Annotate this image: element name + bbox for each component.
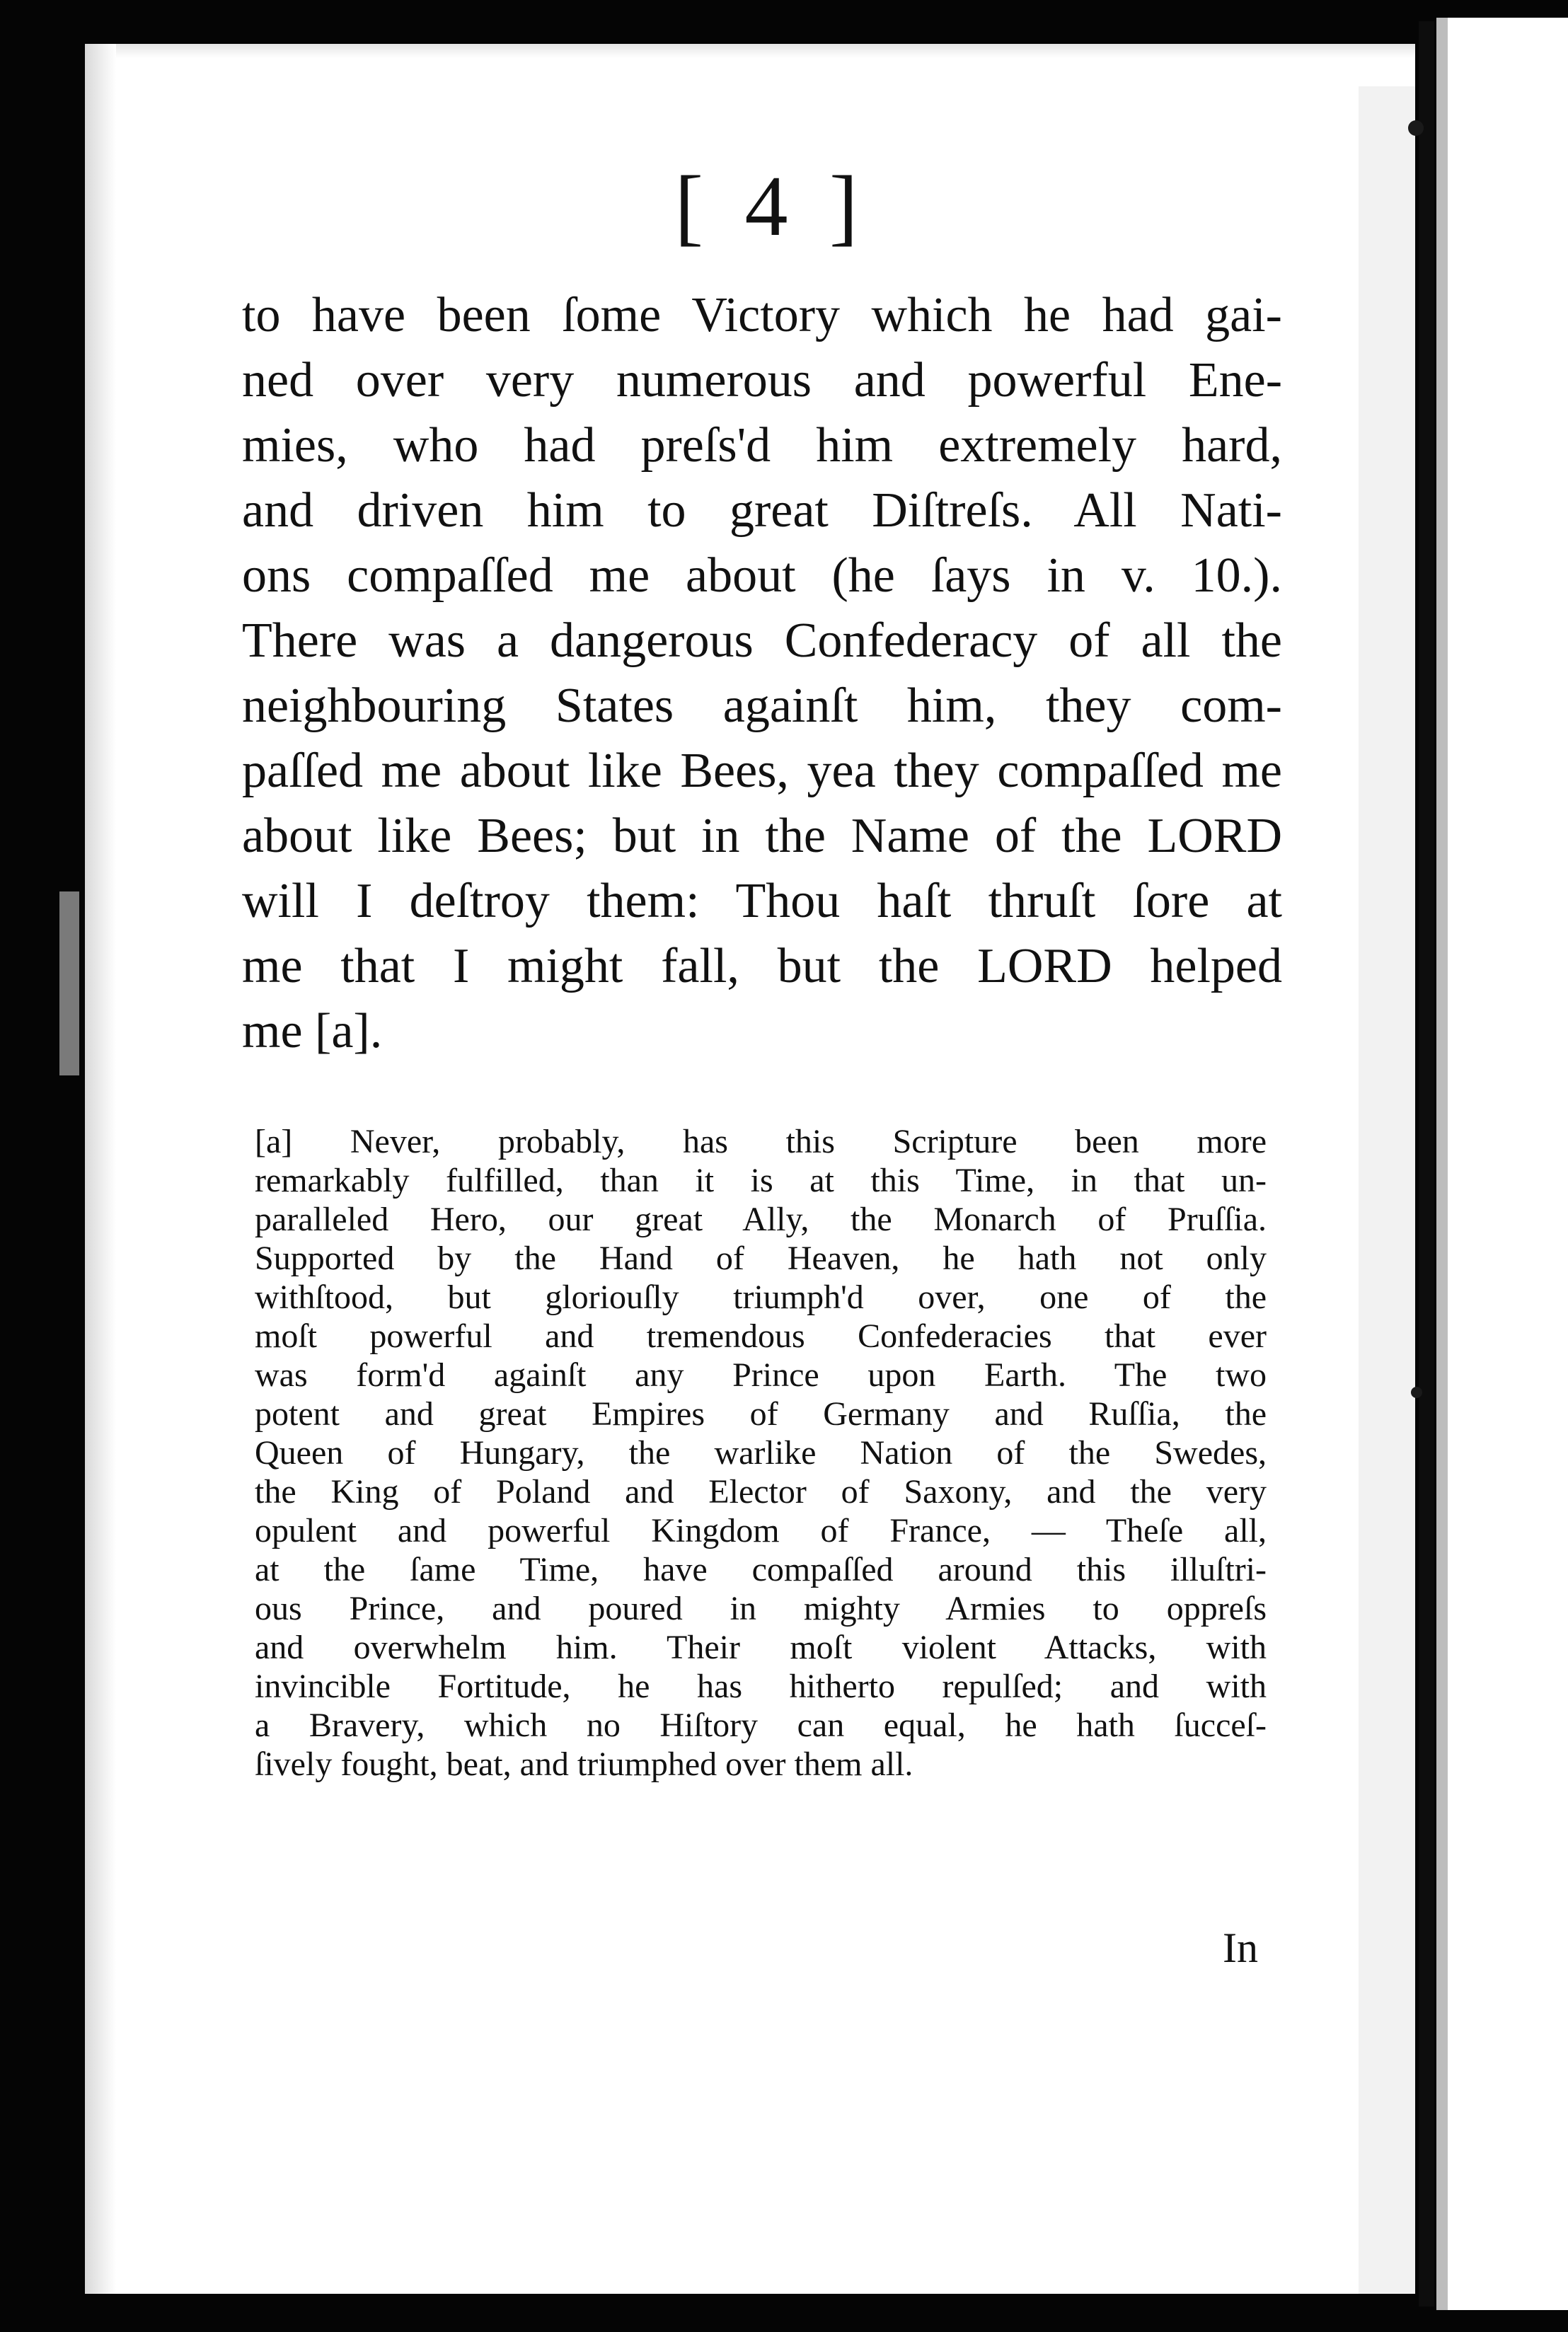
footnote-line: opulent and powerful Kingdom of France, — Theſe all,: [255, 1512, 1267, 1549]
footnote-line: paralleled Hero, our great Ally, the Monarch of Pruſſia.: [255, 1201, 1267, 1238]
footnote-line: a Bravery, which no Hiſtory can equal, he hath ſucceſ-: [255, 1707, 1267, 1744]
footnote-line: was form'd againſt any Prince upon Earth. The two: [255, 1356, 1267, 1394]
footnote-line: invincible Fortitude, he has hitherto repulſed; and with: [255, 1668, 1267, 1705]
catchword: In: [1223, 1924, 1258, 1971]
footnote-line: potent and great Empires of Germany and Ruſſia, the: [255, 1395, 1267, 1433]
speck-mark: [1408, 120, 1424, 136]
footnote-line: withſtood, but gloriouſly triumph'd over, one of the: [255, 1278, 1267, 1316]
footnote-line: moſt powerful and tremendous Confederacies that ever: [255, 1317, 1267, 1355]
footnote-line: Queen of Hungary, the warlike Nation of the Swedes,: [255, 1434, 1267, 1472]
speck-mark: [1411, 1387, 1422, 1398]
page-top-shadow: [85, 44, 1415, 58]
page-number: [ 4 ]: [674, 158, 868, 254]
main-text-line: paſſed me about like Bees, yea they compaſſed me: [242, 744, 1282, 798]
facing-page-edge: [1436, 18, 1448, 2310]
footnote-line: the King of Poland and Elector of Saxony, and the very: [255, 1473, 1267, 1511]
main-text-line: to have been ſome Victory which he had gai-: [242, 288, 1282, 342]
page-edge-mark: [59, 891, 79, 1075]
footnote-block: [255, 1122, 1267, 1784]
facing-page: [1436, 18, 1568, 2310]
main-text-line: me [a].: [242, 1004, 383, 1058]
footnote-line: ous Prince, and poured in mighty Armies to oppreſs: [255, 1590, 1267, 1627]
main-text-line: neighbouring States againſt him, they com-: [242, 679, 1282, 733]
page-left-shadow: [85, 44, 116, 2294]
footnote-line: ſively fought, beat, and triumphed over them all.: [255, 1745, 913, 1783]
main-text-block: [242, 283, 1282, 1064]
main-text-line: mies, who had preſs'd him extremely hard,: [242, 418, 1282, 473]
main-text-line: will I deſtroy them: Thou haſt thruſt ſore at: [242, 874, 1282, 928]
page-right-bleed: [1359, 86, 1415, 2294]
main-text-line: and driven him to great Diſtreſs. All Nati-: [242, 483, 1282, 538]
footnote-line: remarkably fulfilled, than it is at this Time, in that un-: [255, 1162, 1267, 1199]
footnote-line: at the ſame Time, have compaſſed around this illuſtri-: [255, 1551, 1267, 1588]
main-text-line: There was a dangerous Confederacy of all the: [242, 613, 1282, 668]
main-text-line: me that I might fall, but the LORD helped: [242, 939, 1282, 993]
main-text-line: ons compaſſed me about (he ſays in v. 10.).: [242, 548, 1282, 603]
binding-gutter: [1419, 21, 1434, 2307]
footnote-line: Supported by the Hand of Heaven, he hath not only: [255, 1240, 1267, 1277]
main-text-line: ned over very numerous and powerful Ene-: [242, 353, 1282, 408]
footnote-line: and overwhelm him. Their moſt violent Attacks, with: [255, 1629, 1267, 1666]
footnote-line: [a] Never, probably, has this Scripture been more: [255, 1123, 1267, 1160]
main-text-line: about like Bees; but in the Name of the LORD: [242, 809, 1282, 863]
